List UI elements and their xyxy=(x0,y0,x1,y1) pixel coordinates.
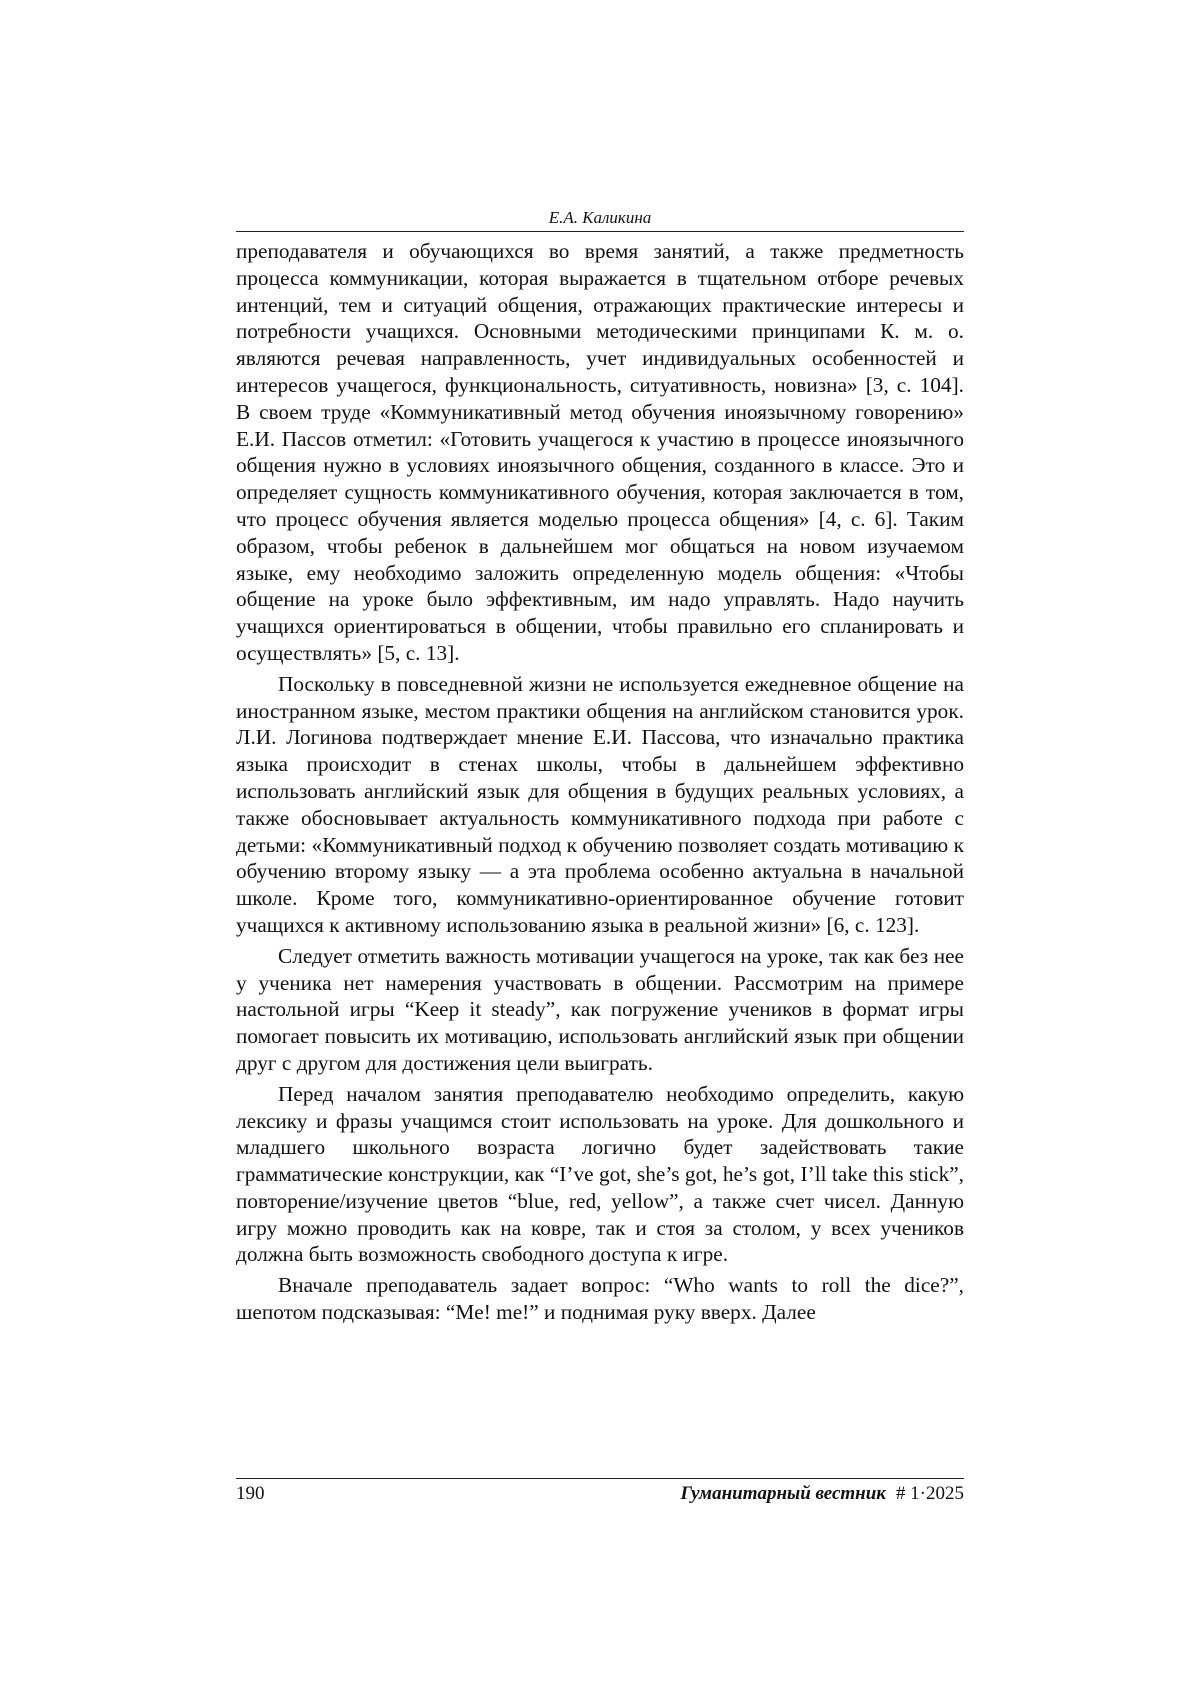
running-header-author: Е.А. Каликина xyxy=(236,208,964,232)
paragraph: Поскольку в повседневной жизни не используется ежедневное общение на иностранном языке, местом практики общения на английском становится урок. Л.И. Логинова подтверждает мнение Е.И. Пассова, что изначально практика языка происходит в стенах школы, чтобы в дальнейшем эффективно использовать английский язык для общения в будущих реальных условиях, а также обосновывает актуальность коммуникативного подхода при работе с детьми: «Коммуникативный подход к обучению позволяет создать мотивацию к обучению второму языку — а эта проблема особенно актуальна в начальной школе. Кроме того, коммуникативно-ориентированное обучение готовит учащихся к активному использованию языка в реальной жизни» [6, с. 123]. xyxy=(236,671,964,937)
paragraph: Вначале преподаватель задает вопрос: “Who wants to roll the dice?”, шепотом подсказывая: “Me! me!” и поднимая руку вверх. Далее xyxy=(236,1273,964,1325)
page xyxy=(236,208,964,1330)
paragraph: преподавателя и обучающихся во время занятий, а также предметность процесса коммуникации, которая выражается в тщательном отборе речевых интенций, тем и ситуаций общения, отражающих практические интересы и потребности учащихся. Основными методическими принципами К. м. о. являются речевая направленность, учет индивидуальных особенностей и интересов учащегося, функциональность, ситуативность, новизна» [3, с. 104]. В своем труде «Коммуникативный метод обучения иноязычному говорению» Е.И. Пассов отметил: «Готовить учащегося к участию в процессе иноязычного общения нужно в условиях иноязычного общения, созданного в классе. Это и определяет сущность коммуникативного обучения, которая заключается в том, что процесс обучения является моделью процесса общения» [4, с. 6]. Таким образом, чтобы ребенок в дальнейшем мог общаться на новом изучаемом языке, ему необходимо заложить определенную модель общения: «Чтобы общение на уроке было эффективным, им надо управлять. Надо научить учащихся ориентироваться в общении, чтобы правильно его спланировать и осуществлять» [5, с. 13]. xyxy=(236,239,964,665)
journal-name: Гуманитарный вестник xyxy=(680,1483,886,1504)
paragraph: Следует отметить важность мотивации учащегося на уроке, так как без нее у ученика нет намерения участвовать в общении. Рассмотрим на примере настольной игры “Keep it steady”, как погружение учеников в формат игры помогает повысить их мотивацию, использовать английский язык при общении друг с другом для достижения цели выиграть. xyxy=(236,943,964,1075)
journal-issue: # 1·2025 xyxy=(895,1483,964,1504)
page-number: 190 xyxy=(236,1483,265,1504)
paragraph: Перед началом занятия преподавателю необходимо определить, какую лексику и фразы учащимся стоит использовать на уроке. Для дошкольного и младшего школьного возраста логично будет задействовать такие грамматические конструкции, как “I’ve got, she’s got, he’s got, I’ll take this stick”, повторение/изучение цветов “blue, red, yellow”, а также счет чисел. Данную игру можно проводить как на ковре, так и стоя за столом, у всех учеников должна быть возможность свободного доступа к игре. xyxy=(236,1081,964,1267)
journal-info xyxy=(680,1483,964,1505)
body-text xyxy=(236,238,964,1326)
page-footer xyxy=(236,1478,964,1505)
